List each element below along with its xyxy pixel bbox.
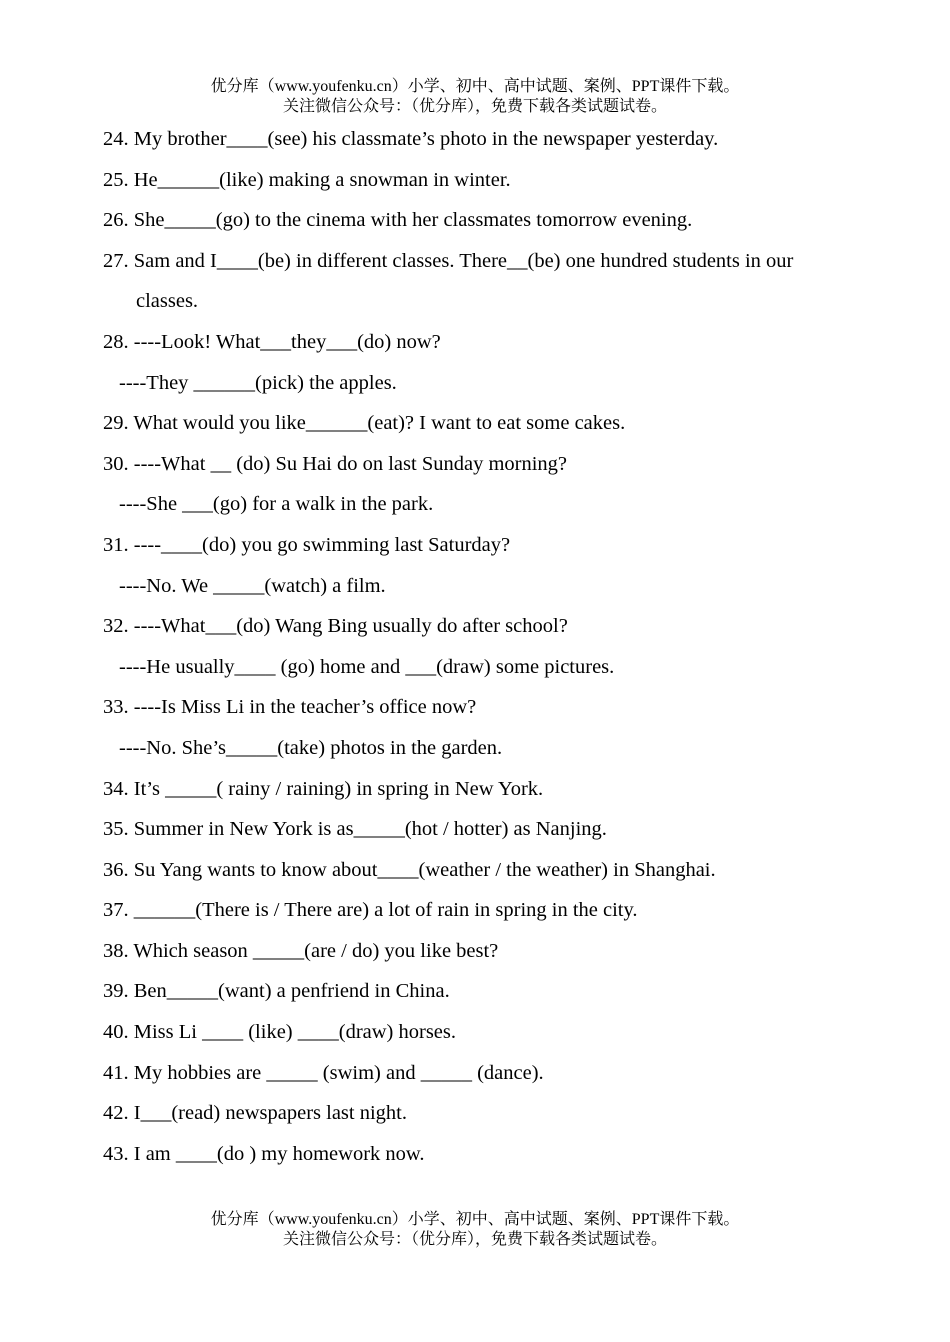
question-30: 30. ----What __ (do) Su Hai do on last Sunday morning? xyxy=(103,452,568,475)
question-37: 37. ______(There is / There are) a lot of rain in spring in the city. xyxy=(103,899,638,922)
question-28-answer: ----They ______(pick) the apples. xyxy=(119,371,397,394)
question-33: 33. ----Is Miss Li in the teacher’s office now? xyxy=(103,696,477,719)
question-35: 35. Summer in New York is as_____(hot / hotter) as Nanjing. xyxy=(103,818,607,841)
question-31-answer: ----No. We _____(watch) a film. xyxy=(119,574,386,597)
question-30-answer: ----She ___(go) for a walk in the park. xyxy=(119,493,434,516)
page-footer xyxy=(0,1210,950,1250)
question-list xyxy=(103,124,863,1179)
question-25: 25. He______(like) making a snowman in winter. xyxy=(103,168,511,191)
header-line-2: 关注微信公众号：（优分库），免费下载各类试题试卷。 xyxy=(282,98,667,115)
question-38: 38. Which season _____(are / do) you like best? xyxy=(103,939,499,962)
question-29: 29. What would you like______(eat)? I want to eat some cakes. xyxy=(103,412,626,435)
question-40: 40. Miss Li ____ (like) ____(draw) horses. xyxy=(103,1021,457,1044)
footer-line-1: 优分库（www.youfenku.cn）小学、初中、高中试题、案例、PPT课件下载。 xyxy=(210,1211,740,1228)
question-42: 42. I___(read) newspapers last night. xyxy=(103,1102,407,1125)
question-36: 36. Su Yang wants to know about____(weather / the weather) in Shanghai. xyxy=(103,858,716,881)
question-32-answer: ----He usually____ (go) home and ___(draw) some pictures. xyxy=(119,655,615,678)
question-27-continuation: classes. xyxy=(136,290,199,313)
question-41: 41. My hobbies are _____ (swim) and _____ (dance). xyxy=(103,1061,544,1084)
header-line-1: 优分库（www.youfenku.cn）小学、初中、高中试题、案例、PPT课件下载。 xyxy=(210,78,740,95)
question-26: 26. She_____(go) to the cinema with her classmates tomorrow evening. xyxy=(103,209,693,232)
question-31: 31. ----____(do) you go swimming last Saturday? xyxy=(103,533,511,556)
question-24: 24. My brother____(see) his classmate’s photo in the newspaper yesterday. xyxy=(103,128,719,150)
question-33-answer: ----No. She’s_____(take) photos in the garden. xyxy=(119,736,503,759)
question-34: 34. It’s _____( rainy / raining) in spring in New York. xyxy=(103,777,544,800)
question-27: 27. Sam and I____(be) in different classes. There__(be) one hundred students in our xyxy=(103,249,794,272)
question-28: 28. ----Look! What___they___(do) now? xyxy=(103,330,441,353)
footer-line-2: 关注微信公众号：（优分库），免费下载各类试题试卷。 xyxy=(282,1231,667,1248)
page-header xyxy=(0,77,950,117)
question-32: 32. ----What___(do) Wang Bing usually do after school? xyxy=(103,615,568,638)
question-39: 39. Ben_____(want) a penfriend in China. xyxy=(103,980,450,1003)
question-43: 43. I am ____(do ) my homework now. xyxy=(103,1142,425,1165)
